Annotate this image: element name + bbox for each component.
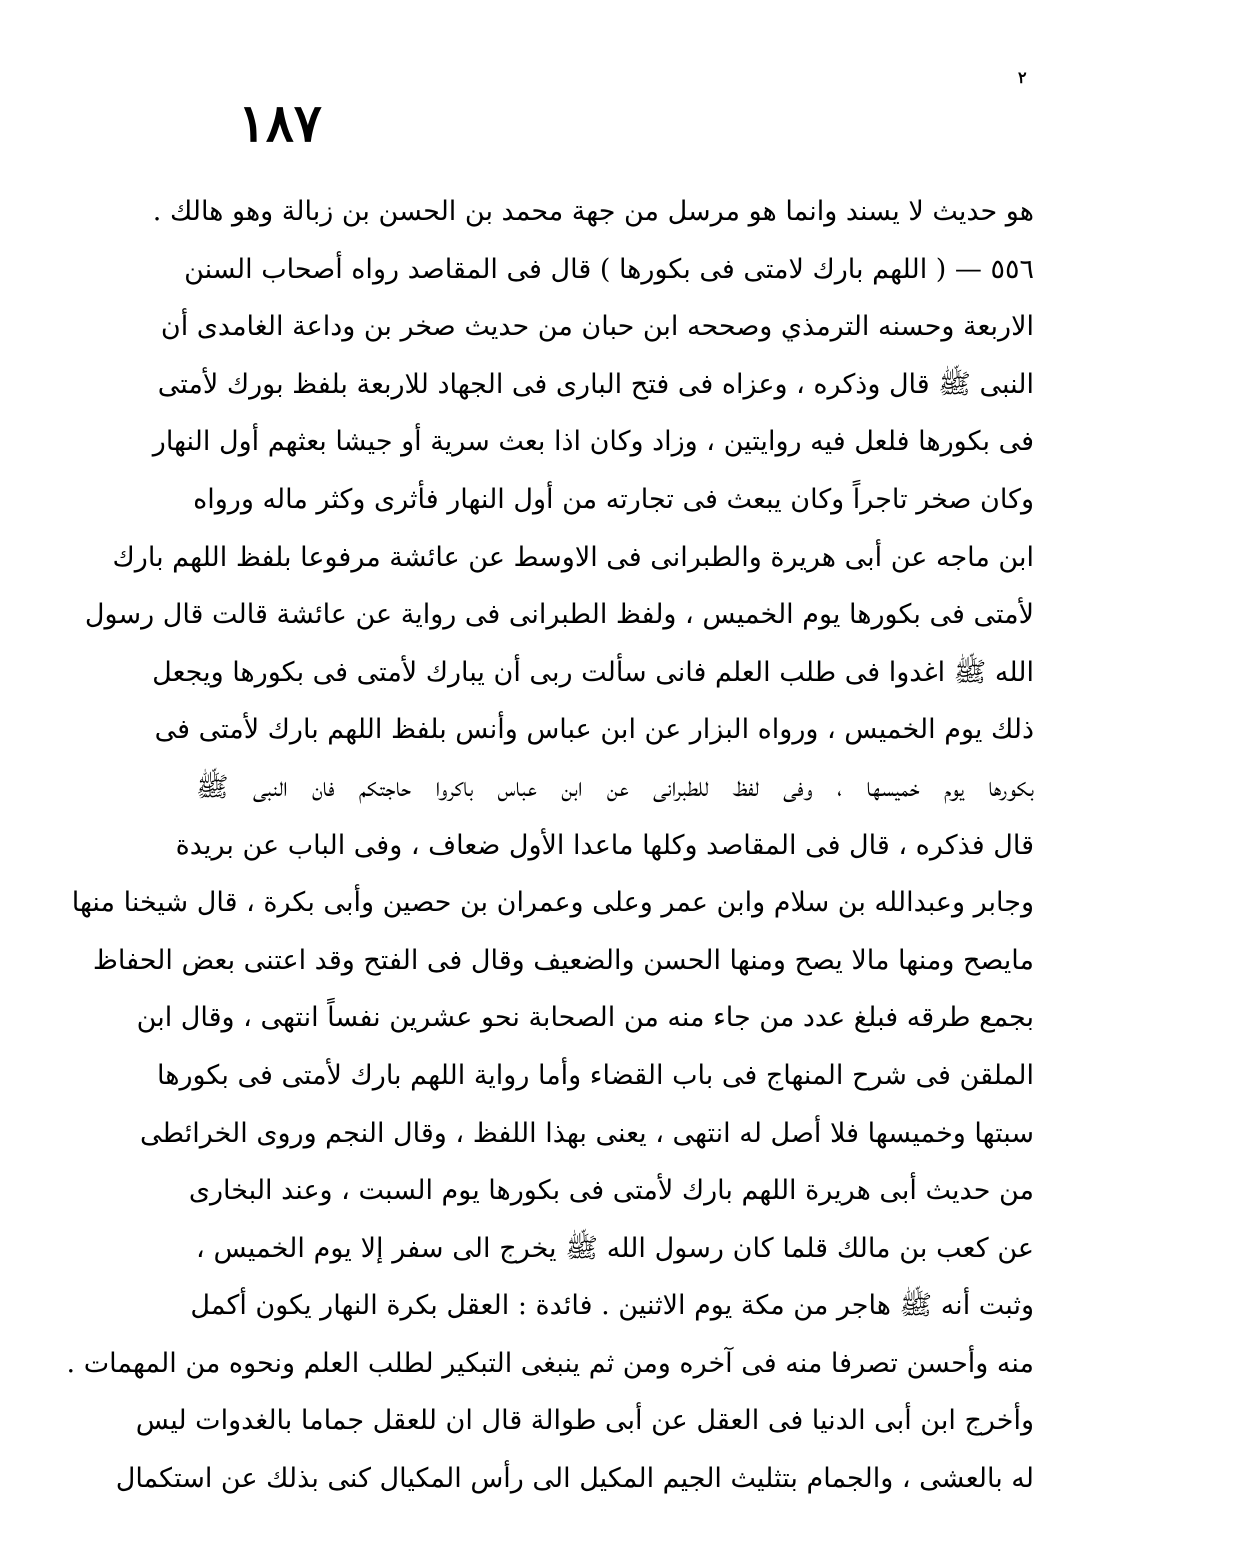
text-line: بكورها يوم خميسها ، وفى لفظ للطبرانى عن ابن عباس باكروا حاجتكم فان النبى ﷺ xyxy=(196,771,1034,803)
text-line: من حديث أبى هريرة اللهم بارك لأمتى فى بكورها يوم السبت ، وعند البخارى xyxy=(188,1175,1034,1207)
text-line: الملقن فى شرح المنهاج فى باب القضاء وأما رواية اللهم بارك لأمتى فى بكورها xyxy=(156,1059,1034,1091)
text-line: له بالعشى ، والجمام بتثليث الجيم المكيل الى رأس المكيال كنى بذلك عن استكمال xyxy=(115,1463,1034,1495)
text-line: قال فذكره ، قال فى المقاصد وكلها ماعدا الأول ضعاف ، وفى الباب عن بريدة xyxy=(175,829,1034,861)
text-line: وأخرج ابن أبى الدنيا فى العقل عن أبى طوالة قال ان للعقل جماما بالغدوات ليس xyxy=(135,1405,1034,1437)
text-line: مايصح ومنها مالا يصح ومنها الحسن والضعيف وقال فى الفتح وقد اعتنى بعض الحفاظ xyxy=(92,944,1034,976)
text-line: ٥٥٦ — ( اللهم بارك لامتى فى بكورها ) قال فى المقاصد رواه أصحاب السنن xyxy=(184,253,1034,285)
text-line: هو حديث لا يسند وانما هو مرسل من جهة محمد بن الحسن بن زبالة وهو هالك . xyxy=(152,196,1034,227)
text-line: النبى ﷺ قال وذكره ، وعزاه فى فتح البارى فى الجهاد للاربعة بلفظ بورك لأمتى xyxy=(157,368,1034,400)
text-line: وجابر وعبدالله بن سلام وابن عمر وعلى وعمران بن حصين وأبى بكرة ، قال شيخنا منها xyxy=(71,887,1034,919)
text-line: بجمع طرقه فبلغ عدد من جاء منه من الصحابة نحو عشرين نفساً انتهى ، وقال ابن xyxy=(136,1002,1034,1034)
folio-mark: ٢ xyxy=(1018,68,1027,87)
text-line: الله ﷺ اغدوا فى طلب العلم فانى سألت ربى أن يبارك لأمتى فى بكورها ويجعل xyxy=(152,656,1034,688)
text-line: وكان صخر تاجراً وكان يبعث فى تجارته من أول النهار فأثرى وكثر ماله ورواه xyxy=(193,483,1034,515)
text-line: منه وأحسن تصرفا منه فى آخره ومن ثم ينبغى التبكير لطلب العلم ونحوه من المهمات . xyxy=(66,1347,1034,1379)
text-line: فى بكورها فلعل فيه روايتين ، وزاد وكان اذا بعث سرية أو جيشا بعثهم أول النهار xyxy=(152,426,1034,458)
text-line: ابن ماجه عن أبى هريرة والطبرانى فى الاوسط عن عائشة مرفوعا بلفظ اللهم بارك xyxy=(112,541,1034,573)
text-line: لأمتى فى بكورها يوم الخميس ، ولفظ الطبرانى فى رواية عن عائشة قالت قال رسول xyxy=(84,599,1034,631)
text-line: ذلك يوم الخميس ، ورواه البزار عن ابن عباس وأنس بلفظ اللهم بارك لأمتى فى xyxy=(154,714,1034,746)
body-text xyxy=(66,183,1034,1508)
text-line: الاربعة وحسنه الترمذي وصححه ابن حبان من حديث صخر بن وداعة الغامدى أن xyxy=(160,311,1034,343)
text-line: سبتها وخميسها فلا أصل له انتهى ، يعنى بهذا اللفظ ، وقال النجم وروى الخرائطى xyxy=(140,1117,1034,1149)
text-line: وثبت أنه ﷺ هاجر من مكة يوم الاثنين . فائدة : العقل بكرة النهار يكون أكمل xyxy=(190,1290,1034,1322)
page-number: ١٨٧ xyxy=(238,93,322,154)
text-line: عن كعب بن مالك قلما كان رسول الله ﷺ يخرج الى سفر إلا يوم الخميس ، xyxy=(196,1232,1034,1264)
